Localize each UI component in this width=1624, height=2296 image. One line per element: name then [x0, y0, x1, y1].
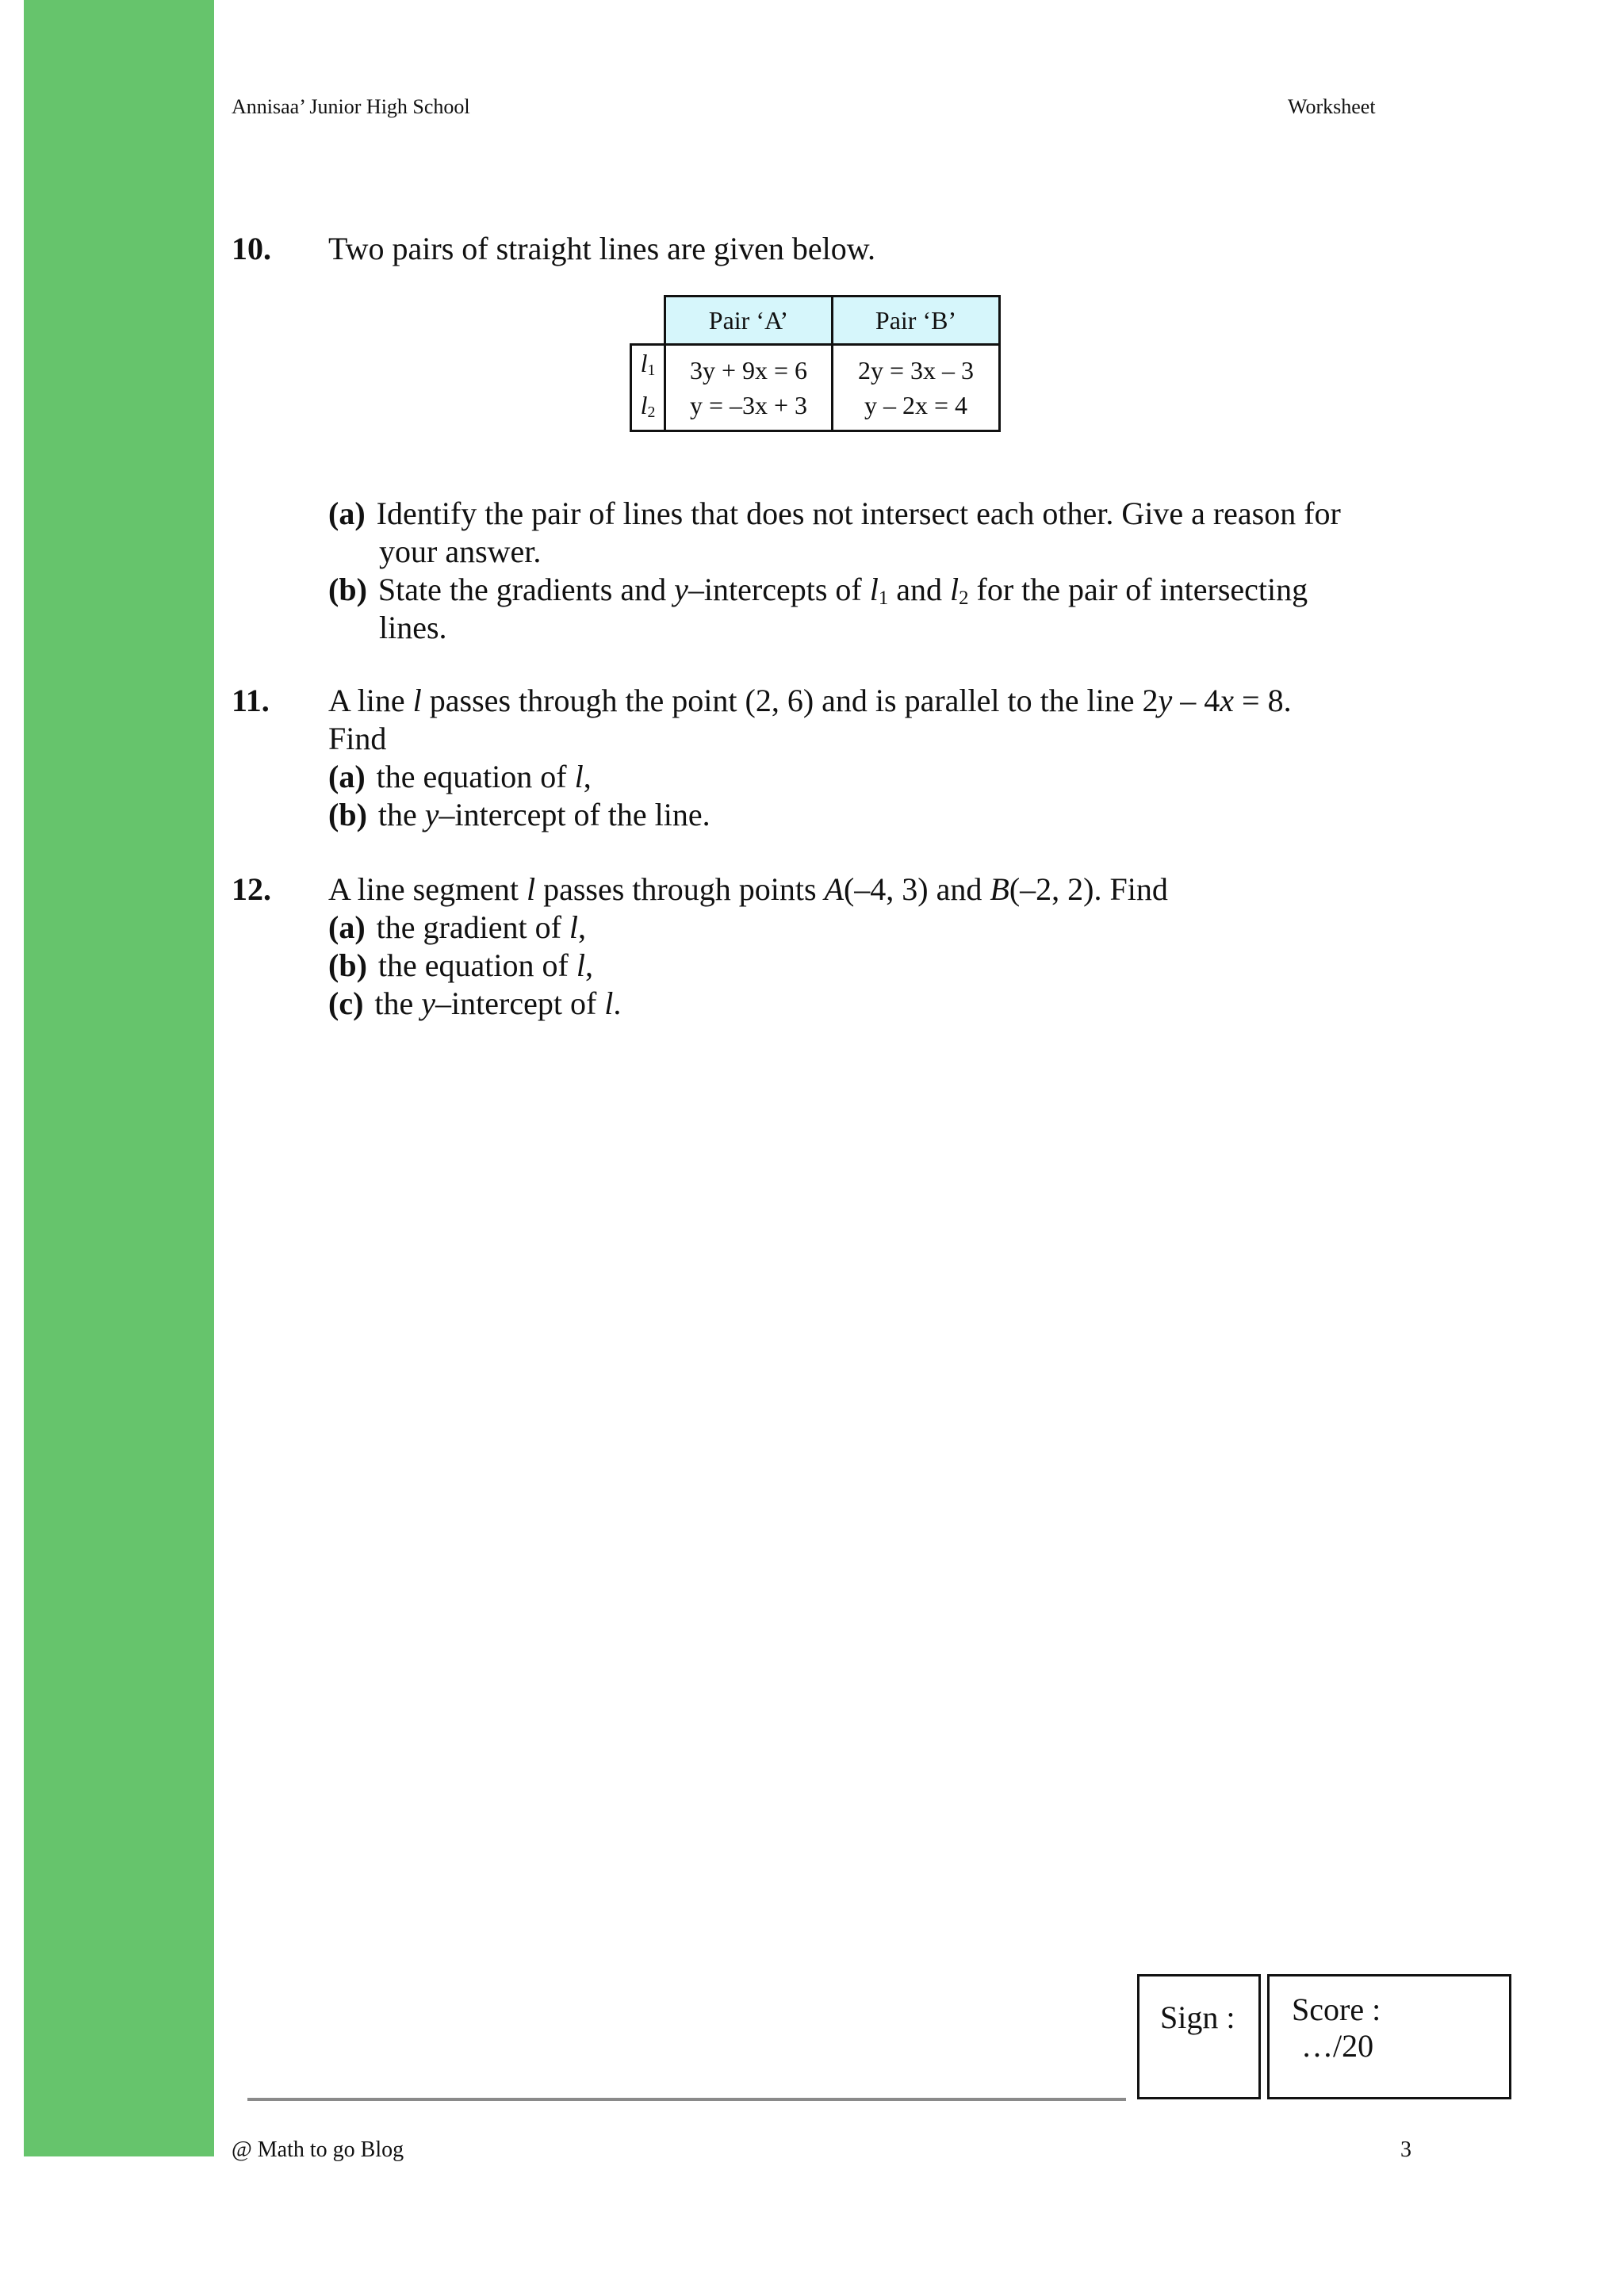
question-10b-cont: lines.: [379, 610, 447, 645]
table-corner: [631, 297, 665, 345]
question-11-number: 11.: [232, 683, 270, 718]
pair-b-l2: y – 2x = 4: [864, 390, 968, 419]
question-12b: (b) the equation of l,: [328, 947, 593, 983]
question-11-text: A line l passes through the point (2, 6) and is parallel to the line 2y – 4x = 8.: [328, 683, 1292, 718]
question-10-number: 10.: [232, 231, 271, 266]
footer-blog: @ Math to go Blog: [232, 2137, 404, 2162]
question-11-find: Find: [328, 721, 387, 756]
question-12a: (a) the gradient of l,: [328, 909, 587, 945]
line-pairs-table: [630, 295, 1001, 432]
score-label: Score :: [1292, 1992, 1381, 2027]
side-color-bar: [24, 0, 214, 2156]
pair-b-l1: 2y = 3x – 3: [857, 355, 975, 385]
table-header-pair-a: Pair ‘A’: [665, 297, 833, 345]
table-header-pair-b: Pair ‘B’: [833, 297, 1000, 345]
sign-label: Sign :: [1160, 1999, 1235, 2035]
pair-a-l1: 3y + 9x = 6: [689, 355, 808, 385]
pair-b-equations: [833, 345, 1000, 431]
header-doc-type: Worksheet: [1288, 95, 1376, 118]
table-row-labels: [631, 345, 665, 431]
question-12-number: 12.: [232, 871, 271, 907]
page-number: 3: [1400, 2137, 1411, 2162]
score-box[interactable]: [1267, 1974, 1511, 2099]
sign-box[interactable]: [1137, 1974, 1261, 2099]
pair-a-equations: [665, 345, 833, 431]
question-10a-cont: your answer.: [379, 534, 542, 569]
question-10a: (a) Identify the pair of lines that does not intersect each other. Give a reason for: [328, 496, 1341, 531]
header-school: Annisaa’ Junior High School: [232, 95, 470, 118]
pair-a-l2: y = –3x + 3: [689, 390, 808, 419]
question-10-intro: Two pairs of straight lines are given below.: [328, 231, 875, 266]
question-11b: (b) the y–intercept of the line.: [328, 797, 710, 832]
label-l2: $l_2$: [640, 390, 656, 421]
score-value: …/20: [1301, 2028, 1374, 2064]
question-12-text: A line segment l passes through points A(–4, 3) and B(–2, 2). Find: [328, 871, 1168, 907]
footer-rule: [247, 2098, 1126, 2101]
question-10b: (b) State the gradients and y–intercepts of $l_1$ and $l_2$ for the pair of intersecting: [328, 572, 1308, 609]
question-12c: (c) the y–intercept of l.: [328, 985, 622, 1021]
question-11a: (a) the equation of l,: [328, 759, 592, 794]
label-l1: $l_1$: [640, 349, 656, 379]
